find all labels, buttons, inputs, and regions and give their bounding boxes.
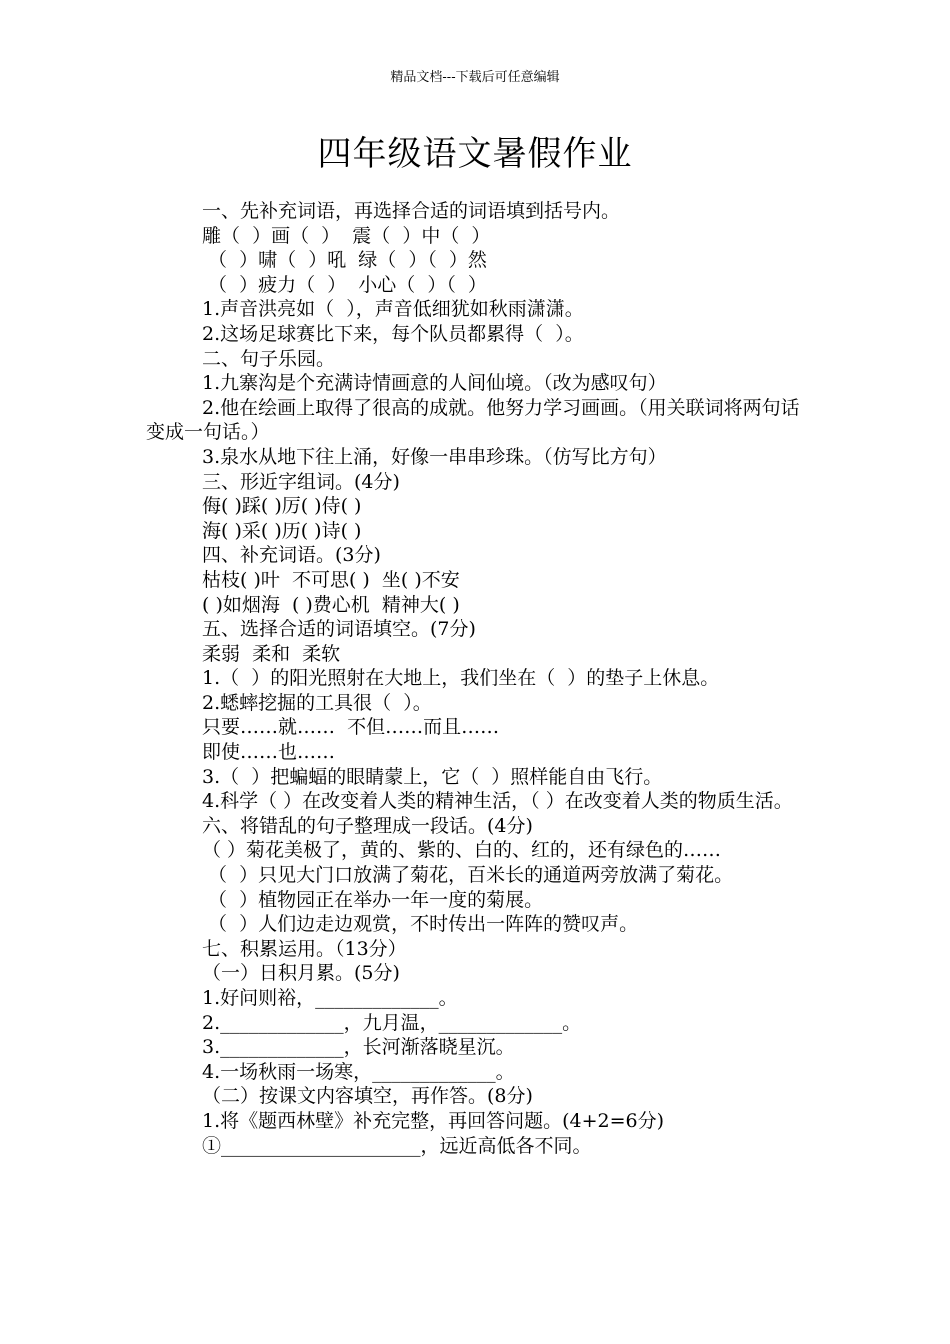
section-2-heading: 二、句子乐园。: [202, 347, 336, 370]
page-header: 精品文档---下载后可任意编辑: [390, 70, 560, 85]
blank-7-1-2: 2._____________，九月温，_____________。: [202, 1011, 582, 1034]
sentence-order-1: （ ）菊花美极了，黄的、紫的、白的、红的，还有绿色的……: [202, 839, 722, 862]
poem-blank-1: ①_____________________，远近高低各不同。: [202, 1134, 592, 1157]
sentence-order-3: （ ）植物园正在举办一年一度的菊展。: [202, 888, 544, 911]
similar-chars-row-1: 侮( )踩( )厉( )侍( ): [202, 495, 362, 518]
fill-words-row-3: （ ）疲力（ ） 小心（ ）（ ）: [202, 273, 487, 296]
subsection-7-2-heading: （二）按课文内容填空，再作答。(8分): [202, 1085, 533, 1108]
question-5-3: 3.（ ）把蝙蝠的眼睛蒙上，它（ ）照样能自由飞行。: [202, 765, 663, 788]
worksheet-body: [146, 199, 806, 1158]
section-3-heading: 三、形近字组词。(4分): [202, 470, 400, 493]
blank-7-1-3: 3._____________，长河渐落晓星沉。: [202, 1036, 515, 1059]
word-choices-2: 只要……就…… 不但……而且……: [202, 716, 500, 739]
sentence-order-4: （ ）人们边走边观赏，不时传出一阵阵的赞叹声。: [202, 913, 639, 936]
blank-7-1-1: 1.好问则裕，_____________。: [202, 987, 458, 1009]
section-7-heading: 七、积累运用。（13分）: [202, 937, 407, 960]
question-5-1: 1.（ ）的阳光照射在大地上，我们坐在（ ）的垫子上休息。: [202, 667, 720, 690]
section-1-heading: 一、先补充词语，再选择合适的词语填到括号内。: [202, 200, 621, 222]
blank-7-1-4: 4.一场秋雨一场寒，_____________。: [202, 1060, 515, 1083]
fill-words-row-1: 雕（ ）画（ ） 震（ ）中（ ）: [202, 224, 491, 247]
sentence-order-2: （ ）只见大门口放满了菊花，百米长的通道两旁放满了菊花。: [202, 864, 734, 887]
idiom-row-2: ( )如烟海 ( )费心机 精神大( ): [202, 593, 460, 616]
question-2-3: 3.泉水从地下往上涌，好像一串串珍珠。（仿写比方句）: [202, 445, 667, 468]
word-choices-1: 柔弱 柔和 柔软: [202, 642, 341, 665]
fill-words-row-2: （ ）啸（ ）吼 绿（ ）（ ）然: [202, 249, 487, 272]
word-choices-3: 即使……也……: [202, 741, 336, 764]
section-4-heading: 四、补充词语。(3分): [202, 544, 381, 567]
section-5-heading: 五、选择合适的词语填空。(7分): [202, 618, 476, 641]
question-1-2: 2.这场足球赛比下来，每个队员都累得（ ）。: [202, 322, 584, 345]
question-1-1: 1.声音洪亮如（ ），声音低细犹如秋雨潇潇。: [202, 298, 584, 321]
page-title: 四年级语文暑假作业: [317, 134, 633, 174]
similar-chars-row-2: 海( )采( )历( )诗( ): [202, 519, 362, 542]
question-5-2: 2.蟋蟀挖掘的工具很（ ）。: [202, 691, 432, 714]
question-2-1: 1.九寨沟是个充满诗情画意的人间仙境。（改为感叹句）: [202, 372, 667, 395]
question-7-2-1: 1.将《题西林壁》补充完整，再回答问题。(4+2=6分): [202, 1109, 665, 1132]
subsection-7-1-heading: （一）日积月累。(5分): [202, 962, 400, 985]
idiom-row-1: 枯枝( )叶 不可思( ) 坐( )不安: [202, 568, 460, 591]
question-2-2: 2.他在绘画上取得了很高的成就。他努力学习画画。（用关联词将两句话变成一句话。）: [146, 396, 800, 444]
question-5-4: 4.科学（ ）在改变着人类的精神生活，（ ）在改变着人类的物质生活。: [202, 790, 793, 813]
section-6-heading: 六、将错乱的句子整理成一段话。(4分): [202, 814, 533, 837]
